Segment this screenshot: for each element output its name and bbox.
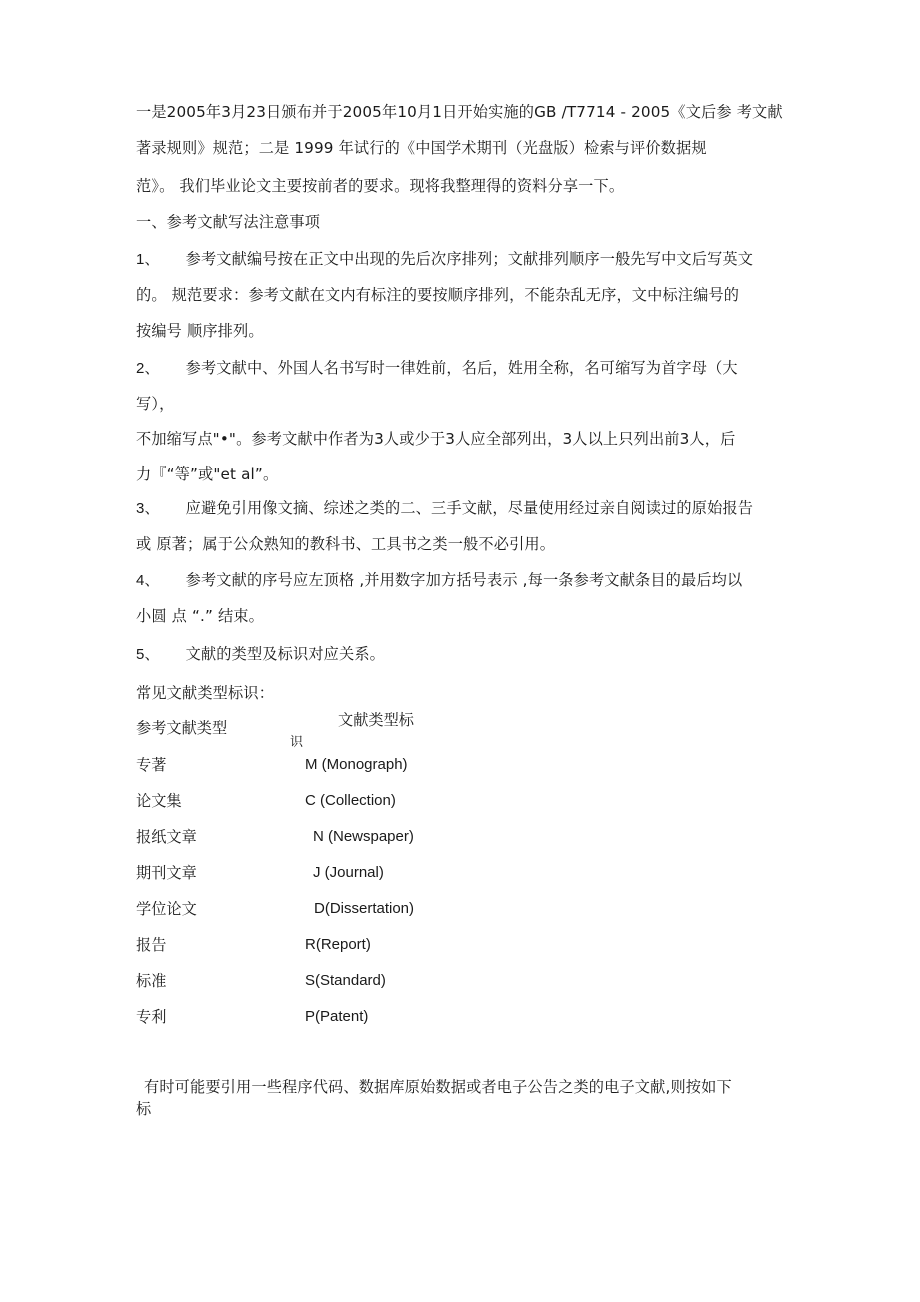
item-number: 4、 bbox=[136, 572, 160, 589]
type-code: S(Standard) bbox=[305, 972, 386, 989]
item-text: 参考文献中、外国人名书写时一律姓前，名后，姓用全称，名可缩写为首字母（大 bbox=[185, 359, 738, 377]
item-number: 3、 bbox=[136, 500, 160, 517]
item-2-line-3: 不加缩写点"•"。参考文献中作者为3人或少于3人应全部列出，3人以上只列出前3人，后 bbox=[136, 430, 736, 448]
closing-line-2: 标 bbox=[136, 1100, 152, 1118]
item-2-line-4: 力『“等”或"et al”。 bbox=[136, 465, 279, 483]
intro-line-3: 范》。 我们毕业论文主要按前者的要求。现将我整理得的资料分享一下。 bbox=[136, 177, 625, 195]
item-2-line-1 bbox=[136, 359, 738, 378]
item-text: 参考文献编号按在正文中出现的先后次序排列；文献排列顺序一般先写中文后写英文 bbox=[185, 250, 754, 268]
item-text: 文献的类型及标识对应关系。 bbox=[185, 645, 386, 663]
type-table-title: 常见文献类型标识： bbox=[136, 684, 275, 702]
type-name: 论文集 bbox=[136, 792, 182, 810]
intro-line-1: 一是2005年3月23日颁布并于2005年10月1日开始实施的GB /T7714 - 2005《文后参 考文献 bbox=[136, 103, 783, 121]
item-number: 2、 bbox=[136, 360, 160, 377]
intro-line-2: 著录规则》规范；二是 1999 年试行的《中国学术期刊（光盘版）检索与评价数据规 bbox=[136, 139, 707, 157]
table-header-code: 文献类型标 bbox=[338, 711, 414, 729]
type-code: P(Patent) bbox=[305, 1008, 369, 1025]
item-4-line-2: 小圆 点 “.” 结束。 bbox=[136, 607, 264, 625]
item-number: 1、 bbox=[136, 251, 160, 268]
item-text: 参考文献的序号应左顶格 ,并用数字加方括号表示 ,每一条参考文献条目的最后均以 bbox=[185, 571, 743, 589]
item-number: 5、 bbox=[136, 646, 160, 663]
type-code: C (Collection) bbox=[305, 792, 396, 809]
item-text: 应避免引用像文摘、综述之类的二、三手文献，尽量使用经过亲自阅读过的原始报告 bbox=[185, 499, 754, 517]
item-1-line-1 bbox=[136, 250, 753, 269]
item-3-line-1 bbox=[136, 499, 753, 518]
type-code: D(Dissertation) bbox=[314, 900, 415, 917]
type-name: 报纸文章 bbox=[136, 828, 197, 846]
item-1-line-3: 按编号 顺序排列。 bbox=[136, 322, 264, 340]
type-name: 报告 bbox=[136, 936, 167, 954]
item-3-line-2: 或 原著；属于公众熟知的教科书、工具书之类一般不必引用。 bbox=[136, 535, 556, 553]
item-2-line-2: 写）， bbox=[136, 395, 175, 413]
section-heading: 一、参考文献写法注意事项 bbox=[136, 213, 321, 231]
table-header-code-wrap: 识 bbox=[290, 735, 304, 750]
type-code: R(Report) bbox=[305, 936, 371, 953]
type-code: N (Newspaper) bbox=[313, 828, 414, 845]
item-4-line-1 bbox=[136, 571, 742, 590]
type-name: 专著 bbox=[136, 756, 167, 774]
type-name: 专利 bbox=[136, 1008, 167, 1026]
item-1-line-2: 的。 规范要求：参考文献在文内有标注的要按顺序排列，不能杂乱无序，文中标注编号的 bbox=[136, 286, 740, 304]
type-name: 标准 bbox=[136, 972, 167, 990]
type-name: 学位论文 bbox=[136, 900, 197, 918]
type-name: 期刊文章 bbox=[136, 864, 197, 882]
item-5-line-1 bbox=[136, 645, 385, 664]
type-code: M (Monograph) bbox=[305, 756, 408, 773]
type-code: J (Journal) bbox=[313, 864, 384, 881]
table-header-type: 参考文献类型 bbox=[136, 719, 228, 737]
closing-line-1: 有时可能要引用一些程序代码、数据库原始数据或者电子公告之类的电子文献,则按如下 bbox=[144, 1078, 732, 1096]
